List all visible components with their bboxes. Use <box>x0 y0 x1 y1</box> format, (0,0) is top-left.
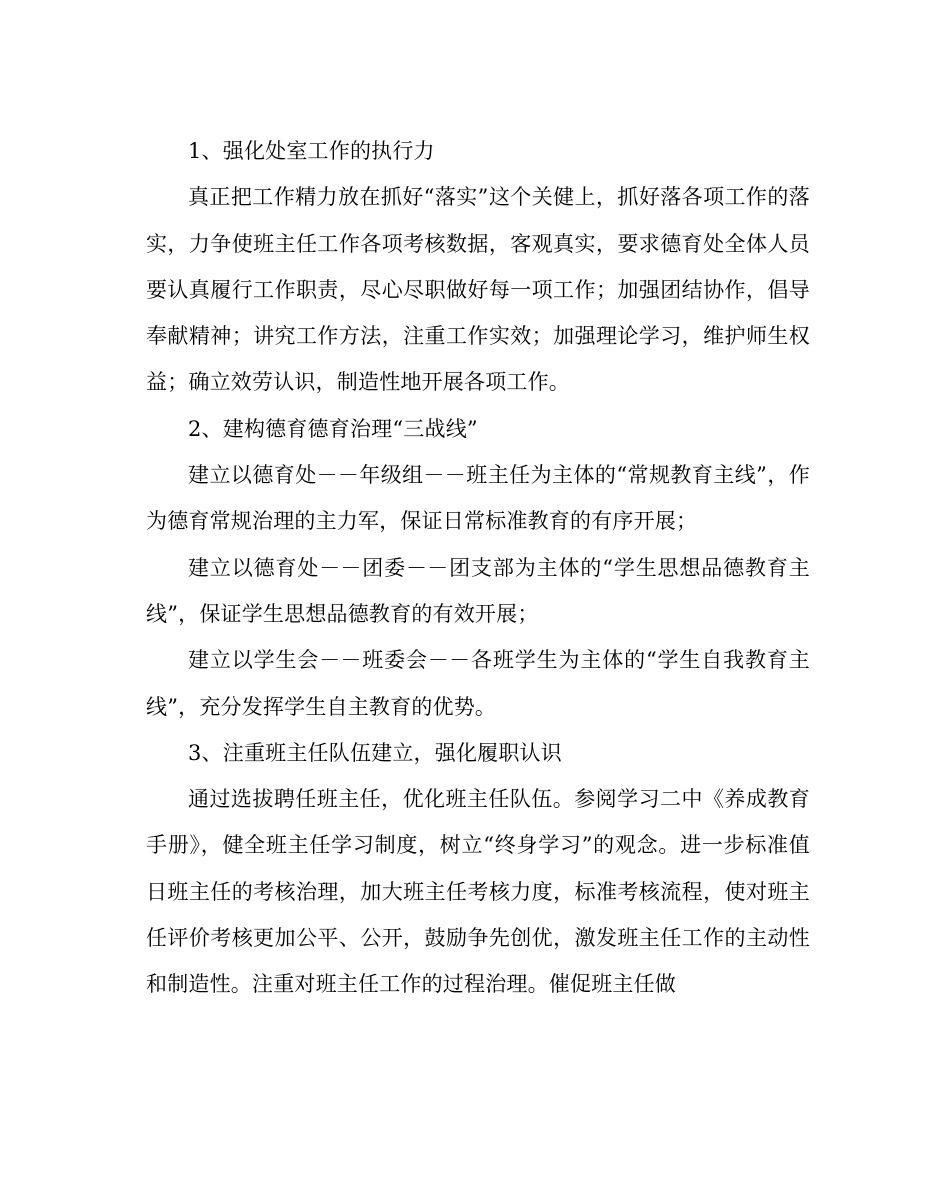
section-heading-2: 2、建构德育德育治理“三战线” <box>188 416 478 441</box>
paragraph-self-education-line: 建立以学生会－－班委会－－各班学生为主体的“学生自我教育主线”，充分发挥学生自主教育的优势。 <box>146 648 810 719</box>
section-heading-3: 3、注重班主任队伍建立，强化履职认识 <box>188 740 562 765</box>
section-heading-1: 1、强化处室工作的执行力 <box>188 139 435 163</box>
paragraph-moral-line: 建立以德育处－－团委－－团支部为主体的“学生思想品德教育主线”，保证学生思想品德教育的有效开展； <box>146 555 810 626</box>
document-body <box>146 128 810 1008</box>
paragraph-execution: 真正把工作精力放在抓好“落实”这个关健上，抓好落各项工作的落实，力争使班主任工作各项考核数据，客观真实，要求德育处全体人员要认真履行工作职责，尽心尽职做好每一项工作；加强团结协作，倡导奉献精神；讲究工作方法，注重工作实效；加强理论学习，维护师生权益；确立效劳认识，制造性地开展各项工作。 <box>146 185 810 395</box>
paragraph-teacher-team: 通过选拔聘任班主任，优化班主任队伍。参阅学习二中《养成教育手册》，健全班主任学习制度，树立“终身学习”的观念。进一步标准值日班主任的考核治理，加大班主任考核力度，标准考核流程，使对班主任评价考核更加公平、公开，鼓励争先创优，激发班主任工作的主动性和制造性。注重对班主任工作的过程治理。催促班主任做 <box>146 787 810 997</box>
paragraph-routine-line: 建立以德育处－－年级组－－班主任为主体的“常规教育主线”，作为德育常规治理的主力军，保证日常标准教育的有序开展； <box>146 463 810 534</box>
